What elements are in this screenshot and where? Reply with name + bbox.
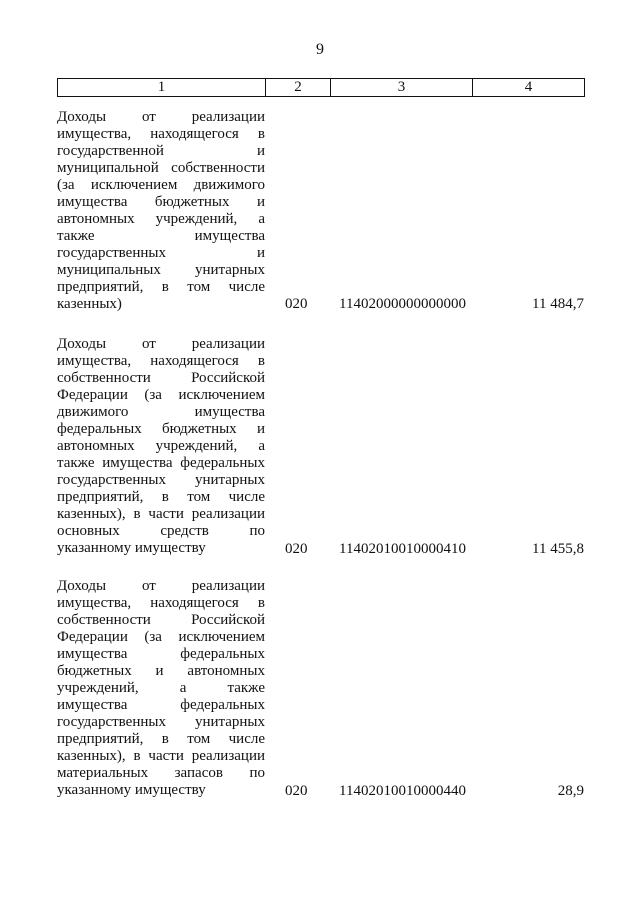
description-line: Доходы от реализации: [57, 336, 265, 352]
description-line: предприятий, в том числе: [57, 489, 265, 505]
amount: 11 484,7: [532, 296, 584, 312]
admin-code: 020: [285, 541, 308, 557]
kbk-code: 11402010010000410: [339, 541, 466, 557]
description-line: имущества, находящегося в: [57, 595, 265, 611]
description-line: имущества федеральных: [57, 697, 265, 713]
page-number: 9: [316, 41, 324, 58]
description-line: материальных запасов по: [57, 765, 265, 781]
table-header: [57, 78, 585, 97]
kbk-code: 11402000000000000: [339, 296, 466, 312]
description-line: предприятий, в том числе: [57, 731, 265, 747]
row-description: [57, 109, 265, 313]
description-line: казенных), в части реализации: [57, 748, 265, 764]
description-line: указанному имуществу: [57, 782, 206, 798]
description-line: имущества, находящегося в: [57, 353, 265, 369]
description-line: Федерации (за исключением: [57, 629, 265, 645]
description-line: также имущества федеральных: [57, 455, 265, 471]
description-line: учреждений, а также: [57, 680, 265, 696]
description-line: муниципальных унитарных: [57, 262, 265, 278]
description-line: бюджетных и автономных: [57, 663, 265, 679]
description-line: имущества, находящегося в: [57, 126, 265, 142]
description-line: указанному имуществу: [57, 540, 206, 556]
description-line: собственности Российской: [57, 370, 265, 386]
description-line: собственности Российской: [57, 612, 265, 628]
description-line: муниципальной собственности: [57, 160, 265, 176]
kbk-code: 11402010010000440: [339, 783, 466, 799]
description-line: также имущества: [57, 228, 265, 244]
description-line: Федерации (за исключением: [57, 387, 265, 403]
column-header-4: 4: [473, 79, 585, 97]
column-header-2: 2: [266, 79, 331, 97]
description-line: федеральных бюджетных и: [57, 421, 265, 437]
column-header-3: 3: [331, 79, 473, 97]
amount: 28,9: [557, 783, 584, 799]
admin-code: 020: [285, 296, 308, 312]
description-line: Доходы от реализации: [57, 578, 265, 594]
row-description: [57, 578, 265, 799]
description-line: (за исключением движимого: [57, 177, 265, 193]
description-line: автономных учреждений, а: [57, 438, 265, 454]
description-line: государственных и: [57, 245, 265, 261]
description-line: основных средств по: [57, 523, 265, 539]
amount: 11 455,8: [532, 541, 584, 557]
description-line: государственных унитарных: [57, 714, 265, 730]
description-line: государственной и: [57, 143, 265, 159]
description-line: предприятий, в том числе: [57, 279, 265, 295]
row-description: [57, 336, 265, 557]
table-header-row: [58, 79, 585, 97]
admin-code: 020: [285, 783, 308, 799]
description-line: казенных), в части реализации: [57, 506, 265, 522]
description-line: имущества бюджетных и: [57, 194, 265, 210]
description-line: казенных): [57, 296, 122, 312]
column-header-1: 1: [58, 79, 266, 97]
description-line: государственных унитарных: [57, 472, 265, 488]
description-line: имущества федеральных: [57, 646, 265, 662]
description-line: автономных учреждений, а: [57, 211, 265, 227]
description-line: движимого имущества: [57, 404, 265, 420]
description-line: Доходы от реализации: [57, 109, 265, 125]
